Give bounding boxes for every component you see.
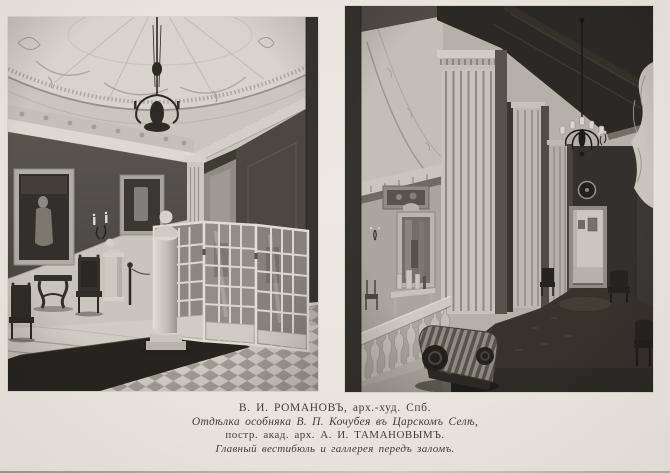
photo-vignette <box>8 17 318 391</box>
photo-vestibule <box>8 17 318 391</box>
photo-gallery <box>345 6 653 392</box>
caption-artist-line: В. И. РОМАНОВЪ, арх.-худ. Спб. <box>238 402 432 414</box>
photo-vignette <box>345 6 653 392</box>
caption-view-line: Главный вестибюль и галлерея передъ заломъ. <box>215 442 455 455</box>
vestibule-scene <box>8 17 318 391</box>
caption-subject-line: Отдѣлка особняка В. П. Кочубея въ Царскомъ Селѣ, <box>191 415 479 428</box>
caption-architect-line: постр. акад. арх. А. И. ТАМАНОВЫМЪ. <box>225 429 445 441</box>
caption-block <box>0 402 670 456</box>
gallery-scene <box>345 6 653 392</box>
